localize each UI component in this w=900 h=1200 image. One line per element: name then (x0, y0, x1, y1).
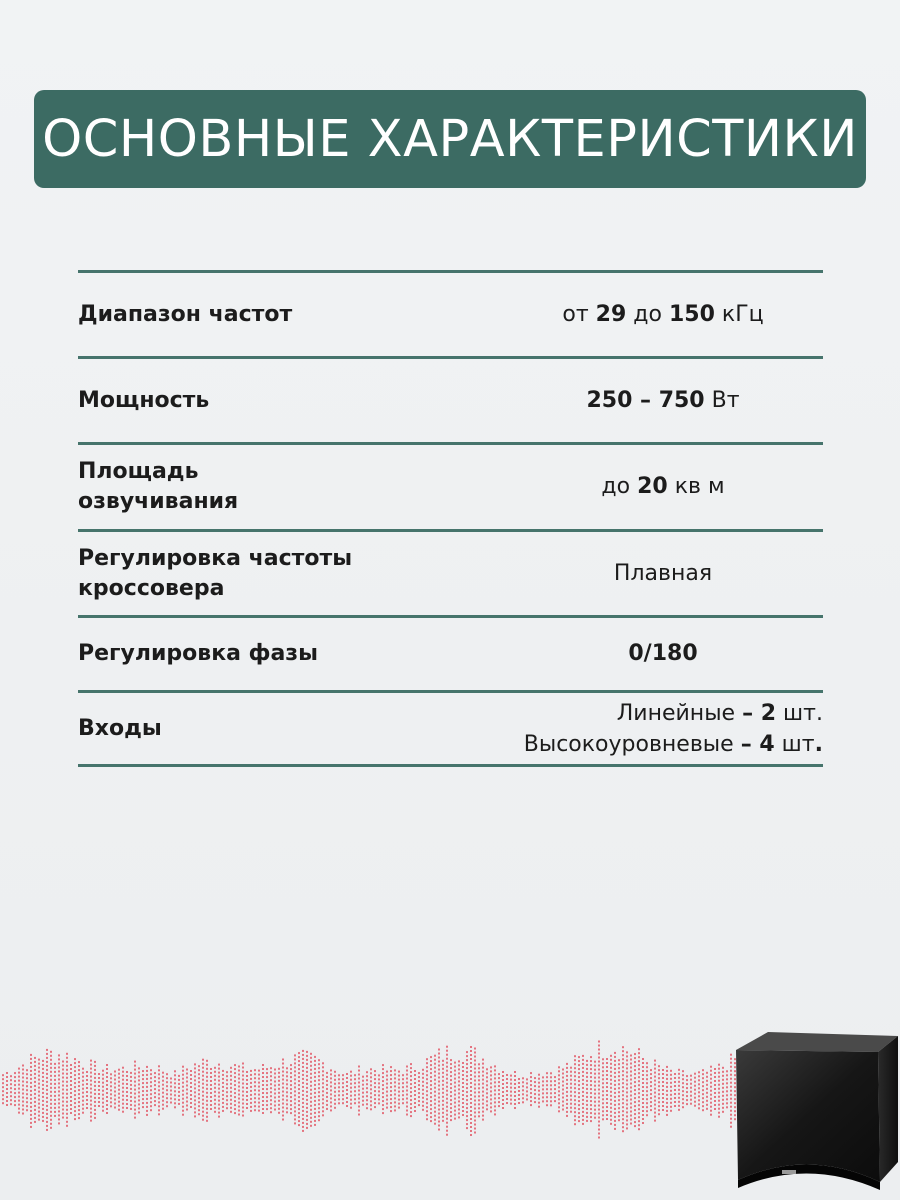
spec-value (503, 298, 823, 332)
spec-label: Входы (78, 715, 162, 741)
page-title: ОСНОВНЫЕ ХАРАКТЕРИСТИКИ (42, 109, 858, 169)
spec-value (463, 698, 823, 760)
spec-value-part: Вт (704, 387, 740, 413)
spec-value-part: 20 (637, 474, 668, 499)
spec-label: Площадь озвучивания (78, 459, 239, 514)
spec-value (503, 384, 823, 418)
subwoofer-image (728, 1030, 900, 1200)
spec-value-part: – 2 (742, 700, 777, 726)
spec-row-crossover (78, 532, 823, 615)
spec-value (503, 557, 823, 591)
spec-value-part: . (814, 731, 823, 757)
spec-value-part: шт (774, 731, 815, 757)
spec-row-phase (78, 618, 823, 690)
spec-value-part: Линейные (616, 700, 743, 726)
spec-row-frequency (78, 273, 823, 356)
spec-value-part: шт. (776, 700, 823, 726)
sound-wave-graphic (0, 1030, 740, 1170)
spec-value-part: – 4 (740, 731, 775, 757)
spec-label: Диапазон частот (78, 301, 293, 327)
spec-value-part: 150 (668, 301, 715, 327)
spec-value-part: кГц (714, 301, 764, 327)
spec-value-part: до (626, 301, 669, 327)
spec-value (503, 637, 823, 671)
spec-label: Мощность (78, 387, 210, 413)
spec-row-inputs (78, 693, 823, 764)
title-banner (34, 90, 866, 188)
spec-value (503, 470, 823, 504)
spec-label: Регулировка частоты кроссовера (78, 545, 353, 601)
spec-value-part: 29 (595, 301, 627, 327)
spec-value-part: кв м (667, 474, 725, 499)
spec-row-area (78, 445, 823, 529)
specs-table (78, 270, 823, 767)
spec-value-part: Высокоуровневые (523, 731, 741, 757)
spec-value-part: 0/180 (628, 641, 698, 666)
divider (78, 764, 823, 767)
spec-row-power (78, 359, 823, 442)
spec-value-part: Плавная (613, 560, 713, 586)
spec-value-part: до (601, 474, 638, 499)
spec-value-part: 250 – 750 (586, 387, 705, 413)
spec-label: Регулировка фазы (78, 641, 318, 666)
spec-value-part: от (562, 301, 596, 327)
